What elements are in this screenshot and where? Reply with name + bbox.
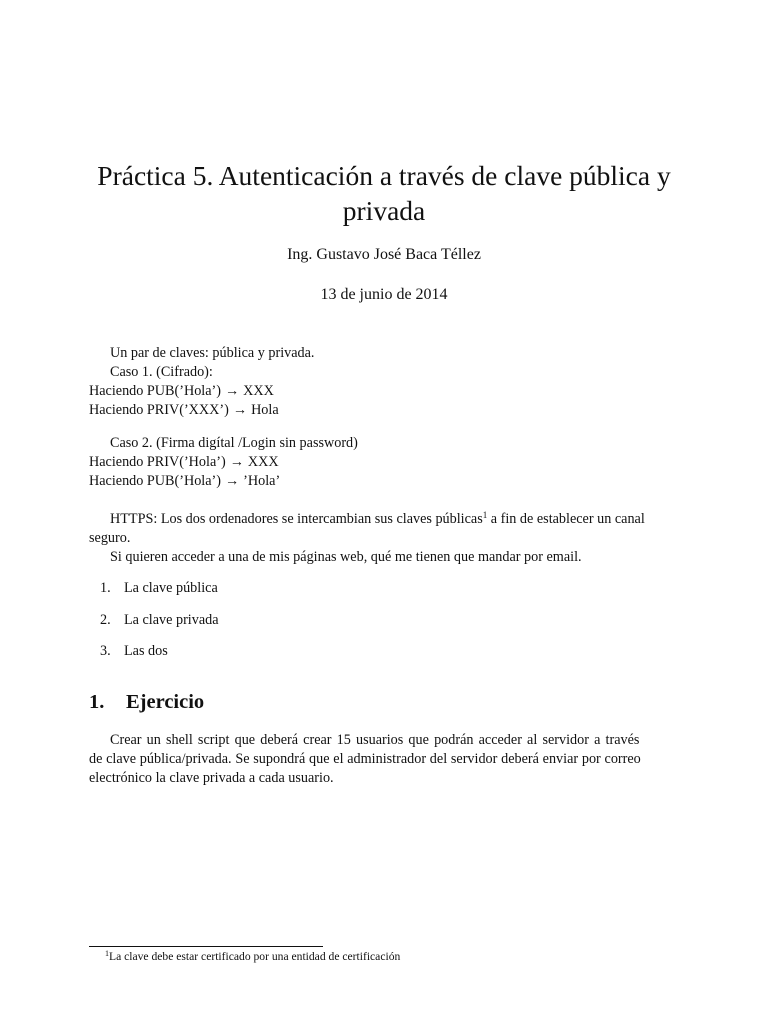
arrow-icon: → [224,383,240,399]
document-date: 13 de junio de 2014 [320,286,448,303]
list-item-label: La clave pública [124,580,218,596]
caso1-pub-expr: Haciendo PUB(’Hola’) [89,383,221,399]
title-line-1: Práctica 5. Autenticación a través de clave pública y [97,160,671,191]
https-line-2: seguro. [89,530,131,546]
paragraph-line-3: electrónico la clave privada a cada usuario. [89,770,334,786]
footnote-text: La clave debe estar certificado por una entidad de certificación [109,950,401,963]
footnote [105,950,400,964]
arrow-icon: → [232,402,248,418]
paragraph-line-1: Crear un shell script que deberá crear 15 usuarios que podrán acceder al servidor a través [110,732,640,748]
list-item [100,579,218,598]
caso2-priv-line [89,453,679,472]
https-line-1 [89,510,679,529]
caso1-pub-result: XXX [243,383,274,399]
list-item [100,642,168,661]
author-name: Ing. Gustavo José Baca Téllez [287,246,481,263]
https-text: HTTPS: Los dos ordenadores se intercambian sus claves públicas [110,511,483,527]
caso1-priv-line [89,401,679,420]
caso1-pub-line [89,382,679,401]
section-paragraph [89,731,679,788]
list-item-number: 3. [100,643,111,659]
caso2-label: Caso 2. (Firma digítal /Login sin password) [110,435,358,451]
list-item-number: 1. [100,580,111,596]
intro-block [89,344,679,420]
https-block [89,510,679,567]
caso2-priv-result: XXX [247,454,279,470]
caso2-pub-result: ’Hola’ [243,473,281,489]
caso2-pub-line [89,472,679,491]
footnote-number: 1 [105,949,109,958]
intro-line: Un par de claves: pública y privada. [110,345,315,361]
list-item-label: La clave privada [124,612,219,628]
list-item-number: 2. [100,612,111,628]
https-question: Si quieren acceder a una de mis páginas web, qué me tienen que mandar por email. [110,549,582,565]
title-line-2: privada [342,195,426,226]
caso2-priv-expr: Haciendo PRIV(’Hola’) [89,454,226,470]
paragraph-line-2: de clave pública/privada. Se supondrá que el administrador del servidor deberá enviar por correo [89,751,641,767]
caso1-label: Caso 1. (Cifrado): [110,364,213,380]
https-text-cont: a fin de establecer un canal [487,511,645,527]
caso1-priv-result: Hola [251,402,279,418]
list-item [100,611,219,630]
footnote-divider [89,946,323,947]
caso2-pub-expr: Haciendo PUB(’Hola’) [89,473,221,489]
document-title [84,158,684,228]
footnote-mark: 1 [482,510,488,520]
section-number: 1. [89,691,105,713]
section-heading [89,689,204,715]
section-title: Ejercicio [126,691,205,713]
caso1-priv-expr: Haciendo PRIV(’XXX’) [89,402,229,418]
arrow-icon: → [224,473,240,489]
list-item-label: Las dos [124,643,168,659]
arrow-icon: → [229,454,244,470]
caso2-block [89,434,679,491]
